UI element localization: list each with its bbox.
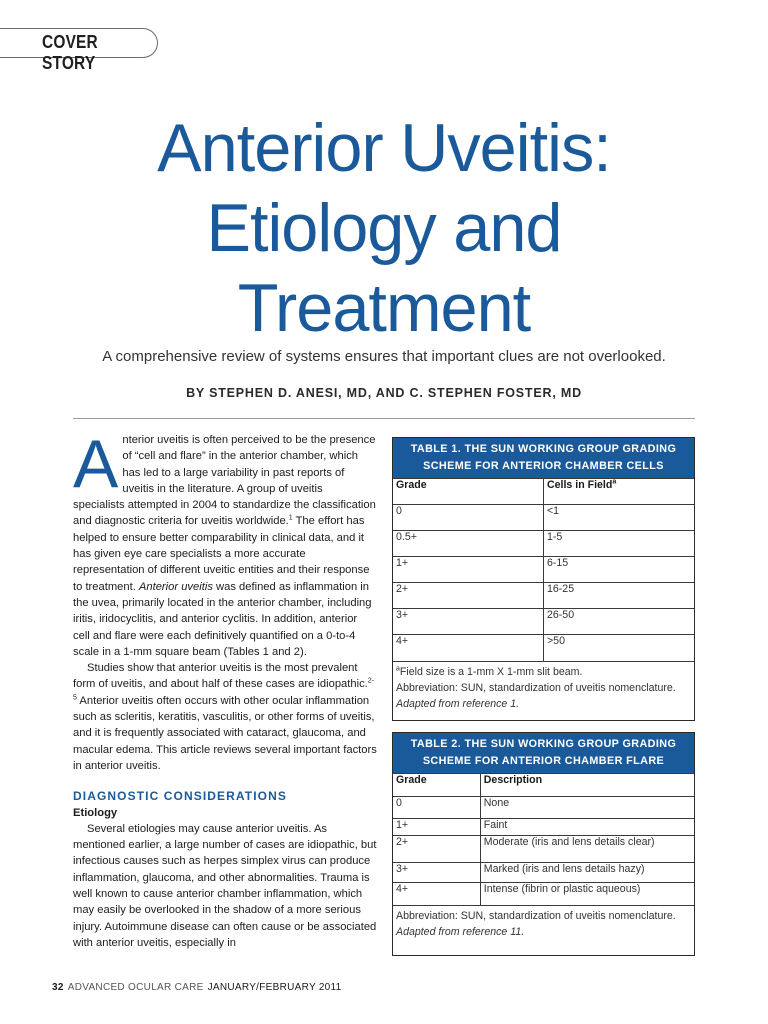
table-1-grid: [393, 478, 694, 661]
table-2-grid: [393, 773, 694, 905]
table-header-row: [393, 479, 694, 505]
issue-date: JANUARY/FEBRUARY 2011: [207, 982, 342, 993]
column-header: Grade: [393, 774, 480, 797]
table-row: [393, 609, 694, 635]
table-row: [393, 531, 694, 557]
column-header: Grade: [393, 479, 544, 505]
page-footer: [52, 982, 342, 993]
table-cell: Marked (iris and lens details hazy): [480, 863, 694, 883]
table-cell: 1+: [393, 557, 544, 583]
table-cell: 4+: [393, 883, 480, 905]
table-1-footnotes: [393, 661, 694, 720]
table-cell: Intense (fibrin or plastic aqueous): [480, 883, 694, 905]
table-abbreviation: Abbreviation: SUN, standardization of uveitis nomenclature.: [396, 909, 676, 922]
table-cell: 0: [393, 797, 480, 819]
body-paragraph-3: Several etiologies may cause anterior uveitis. As mentioned earlier, a large number of cases are idiopathic, but infectious causes such as herpes simplex virus can produce inflammation, glaucoma, and other abnormalities. Trauma is well known to cause anterior chamber inflammation, which may easily be overlooked in the shadow of a more serious injury. Autoimmune disease can often cause or be associated with anterior uveitis, especially in: [73, 822, 377, 949]
table-2: [392, 732, 695, 956]
table-row: [393, 836, 694, 863]
table-row: [393, 635, 694, 661]
body-paragraph-2: Studies show that anterior uveitis is the most prevalent form of uveitis, and about half of these cases are idiopathic.$^{2-5}$ Anterior uveitis often occurs with other ocular inflammation such as scleritis, keratitis, vasculitis, or other forms of uveitis, and it is frequently associated with cataract, glaucoma, and macular edema. This article reviews several important factors in anterior uveitis.: [73, 662, 377, 772]
article-deck: A comprehensive review of systems ensures that important clues are not overlooked.: [102, 348, 666, 365]
table-row: [393, 883, 694, 905]
table-cell: 16-25: [544, 583, 695, 609]
table-cell: 26-50: [544, 609, 695, 635]
section-tab: [0, 28, 158, 73]
table-footnote: $^a$Field size is a 1-mm X 1-mm slit beam.: [396, 664, 583, 678]
table-cell: 3+: [393, 863, 480, 883]
table-row: [393, 557, 694, 583]
table-source: Adapted from reference 11.: [396, 925, 525, 938]
title-line-1: Anterior Uveitis:: [157, 110, 611, 186]
table-cell: 1-5: [544, 531, 695, 557]
table-row: [393, 505, 694, 531]
section-heading: DIAGNOSTIC CONSIDERATIONS: [73, 789, 287, 804]
table-cell: Moderate (iris and lens details clear): [480, 836, 694, 863]
body-paragraph-1: Anterior uveitis is often perceived to be the presence of “cell and flare” in the anterior chamber, which has led to a large variability in past reports of uveitis in the literature. A group of uveitis specialists attempted in 2004 to standardize the classification and diagnostic criteria for uveitis worldwide.$^1$ The effort has helped to ensure better comparability in clinical data, and it has given eye care specialists a more accurate representation of different uveitic entities and their response to treatment. Anterior uveitis was defined as inflammation in the uvea, primarily located in the anterior chamber, including iritis, iridocyclitis, and anterior cyclitis. In addition, anterior cell and flare were each definitively quantified on a 0-to-4 scale in a 1-mm square beam (Tables 1 and 2).: [73, 426, 376, 658]
table-cell: 2+: [393, 583, 544, 609]
table-cell: <1: [544, 505, 695, 531]
column-header: Description: [480, 774, 694, 797]
table-cell: 4+: [393, 635, 544, 661]
table-row: [393, 819, 694, 836]
article-byline: BY STEPHEN D. ANESI, MD, AND C. STEPHEN FOSTER, MD: [186, 386, 582, 400]
table-cell: >50: [544, 635, 695, 661]
table-source: Adapted from reference 1.: [396, 697, 520, 710]
title-line-2: Etiology and: [206, 190, 562, 266]
table-cell: 3+: [393, 609, 544, 635]
table-abbreviation: Abbreviation: SUN, standardization of uveitis nomenclature.: [396, 681, 676, 694]
section-label: COVER STORY: [42, 32, 98, 73]
subheading: Etiology: [73, 806, 118, 819]
table-cell: 0.5+: [393, 531, 544, 557]
table-1-title: TABLE 1. THE SUN WORKING GROUP GRADING SCHEME FOR ANTERIOR CHAMBER CELLS: [393, 438, 694, 478]
table-cell: None: [480, 797, 694, 819]
page-number: 32: [52, 982, 64, 993]
table-cell: 0: [393, 505, 544, 531]
table-1: [392, 437, 695, 721]
article-title: [0, 108, 768, 348]
table-cell: 2+: [393, 836, 480, 863]
table-row: [393, 863, 694, 883]
table-cell: 6-15: [544, 557, 695, 583]
article-body: [73, 426, 377, 951]
table-row: [393, 797, 694, 819]
publication-name: ADVANCED OCULAR CARE: [67, 982, 204, 993]
header-divider: [73, 418, 695, 419]
table-cell: 1+: [393, 819, 480, 836]
table-row: [393, 583, 694, 609]
title-line-3: Treatment: [237, 270, 531, 346]
column-header: Cells in Field$^a$: [544, 479, 695, 505]
table-2-title: TABLE 2. THE SUN WORKING GROUP GRADING SCHEME FOR ANTERIOR CHAMBER FLARE: [393, 733, 694, 773]
table-header-row: [393, 774, 694, 797]
table-cell: Faint: [480, 819, 694, 836]
drop-cap: A: [73, 426, 119, 502]
table-2-footnotes: [393, 905, 694, 955]
